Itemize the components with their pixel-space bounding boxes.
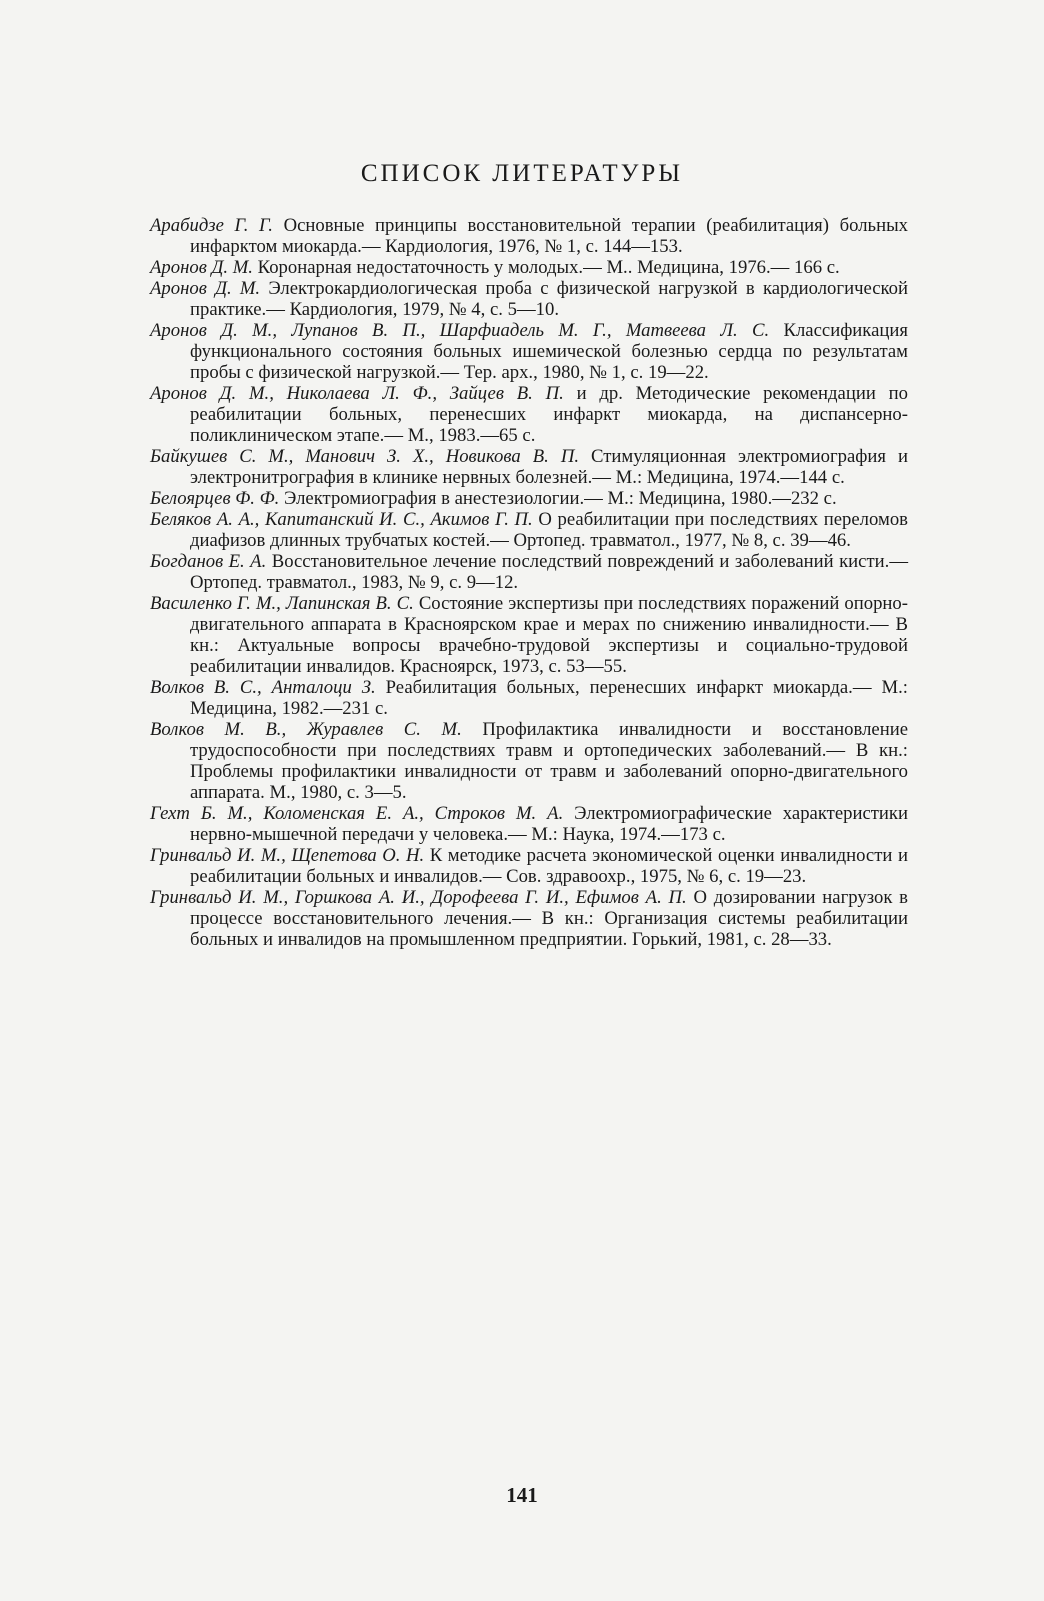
reference-text: Профилактика инвалидности и восстановление трудоспособности при последствиях травм и ортопедических заболеваний.— В кн.: Проблемы профилактики инвалидности от травм и заболеваний опорно-двигательного аппарата. М., 1980, с. 3—5. xyxy=(190,719,908,803)
reference-item xyxy=(150,257,908,278)
reference-authors: Волков М. В., Журавлев С. М. xyxy=(150,719,462,740)
reference-text: Классификация функционального состояния больных ишемической болезнью сердца по результатам пробы с физической нагрузкой.— Тер. арх., 1980, № 1, с. 19—22. xyxy=(190,320,908,383)
reference-text: Состояние экспертизы при последствиях поражений опорно-двигательного аппарата в Красноярском крае и мерах по снижению инвалидности.— В кн.: Актуальные вопросы врачебно-трудовой экспертизы и социально-трудовой реабилитации инвалидов. Красноярск, 1973, с. 53—55. xyxy=(190,593,908,677)
reference-text: Коронарная недостаточность у молодых.— М.. Медицина, 1976.— 166 с. xyxy=(252,257,840,278)
reference-item xyxy=(150,593,908,677)
reference-item xyxy=(150,509,908,551)
reference-authors: Аронов Д. М. xyxy=(150,278,261,299)
reference-authors: Байкушев С. М., Манович З. Х., Новикова В. П. xyxy=(150,446,580,467)
reference-authors: Аронов Д. М., Николаева Л. Ф., Зайцев В. П. xyxy=(150,383,564,404)
reference-item xyxy=(150,320,908,383)
reference-text: Электромиографические характеристики нервно-мышечной передачи у человека.— М.: Наука, 1974.—173 с. xyxy=(190,803,909,845)
page-title: СПИСОК ЛИТЕРАТУРЫ xyxy=(360,160,684,187)
reference-item xyxy=(150,803,908,845)
reference-authors: Арабидзе Г. Г. xyxy=(150,215,273,236)
page-number: 141 xyxy=(506,1483,538,1507)
reference-text: Стимуляционная электромиография и электронитрография в клинике нервных болезней.— М.: Медицина, 1974.—144 с. xyxy=(190,446,908,488)
reference-item xyxy=(150,719,908,803)
reference-item xyxy=(150,551,908,593)
reference-text: О дозировании нагрузок в процессе восстановительного лечения.— В кн.: Организация системы реабилитации больных и инвалидов на промышленном предприятии. Горький, 1981, с. 28—33. xyxy=(190,887,908,950)
reference-list xyxy=(150,215,908,950)
reference-authors: Белоярцев Ф. Ф. xyxy=(150,488,280,509)
reference-text: Реабилитация больных, перенесших инфаркт миокарда.— М.: Медицина, 1982.—231 с. xyxy=(190,677,908,719)
reference-item xyxy=(150,845,908,887)
reference-item xyxy=(150,887,908,950)
reference-text: Электрокардиологическая проба с физической нагрузкой в кардиологической практике.— Кардиология, 1979, № 4, с. 5—10. xyxy=(190,278,908,320)
reference-authors: Гринвальд И. М., Щепетова О. Н. xyxy=(150,845,425,866)
reference-text: К методике расчета экономической оценки инвалидности и реабилитации больных и инвалидов.— Сов. здравоохр., 1975, № 6, с. 19—23. xyxy=(190,845,908,887)
reference-authors: Гринвальд И. М., Горшкова А. И., Дорофеева Г. И., Ефимов А. П. xyxy=(150,887,687,908)
reference-authors: Богданов Е. А. xyxy=(150,551,267,572)
reference-item xyxy=(150,215,908,257)
reference-item xyxy=(150,488,908,509)
reference-authors: Волков В. С., Анталоци З. xyxy=(150,677,376,698)
reference-authors: Аронов Д. М. xyxy=(150,257,253,278)
reference-authors: Гехт Б. М., Коломенская Е. А., Строков М. А. xyxy=(150,803,564,824)
reference-authors: Беляков А. А., Капитанский И. С., Акимов Г. П. xyxy=(150,509,533,530)
reference-text: Восстановительное лечение последствий повреждений и заболеваний кисти.— Ортопед. травматол., 1983, № 9, с. 9—12. xyxy=(190,551,909,593)
reference-item xyxy=(150,677,908,719)
reference-item xyxy=(150,446,908,488)
reference-text: О реабилитации при последствиях переломов диафизов длинных трубчатых костей.— Ортопед. травматол., 1977, № 8, с. 39—46. xyxy=(190,509,908,551)
reference-text: и др. Методические рекомендации по реабилитации больных, перенесших инфаркт миокарда, на диспансерно-поликлиническом этапе.— М., 1983.—65 с. xyxy=(190,383,908,446)
reference-authors: Василенко Г. М., Лапинская В. С. xyxy=(150,593,414,614)
reference-text: Основные принципы восстановительной терапии (реабилитация) больных инфарктом миокарда.— Кардиология, 1976, № 1, с. 144—153. xyxy=(190,215,908,257)
reference-text: Электромиография в анестезиологии.— М.: Медицина, 1980.—232 с. xyxy=(279,488,837,509)
reference-item xyxy=(150,278,908,320)
reference-authors: Аронов Д. М., Лупанов В. П., Шарфиадель М. Г., Матвеева Л. С. xyxy=(150,320,770,341)
reference-item xyxy=(150,383,908,446)
